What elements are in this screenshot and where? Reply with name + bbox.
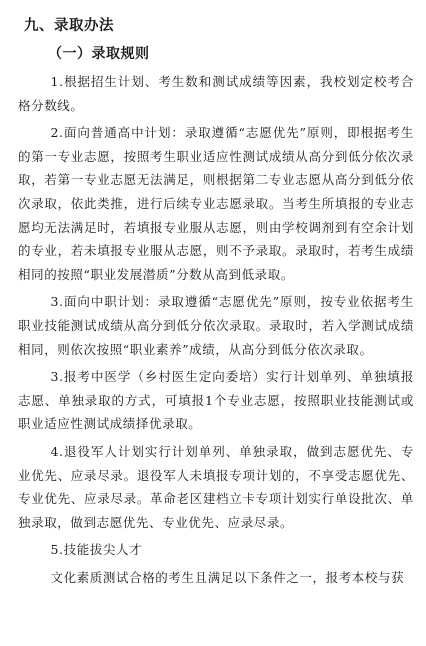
subsection-heading: （一）录取规则 (48, 46, 150, 62)
paragraph-chinese-medicine: 3.报考中医学（乡村医生定向委培）实行计划单列、单独填报志愿、单独录取的方式，可填报1个专业志愿，按照职业技能测试或职业适应性测试成绩择优录取。 (18, 369, 414, 432)
paragraph-skill-talent-heading: 5.技能拔尖人才 (50, 542, 143, 558)
paragraph-vocational-school: 3.面向中职计划：录取遵循“志愿优先”原则，按专业依据考生职业技能测试成绩从高分到低分依次录取。录取时，若入学测试成绩相同，则依次按照“职业素养”成绩，从高分到低分依次录取。 (18, 294, 414, 357)
paragraph-veterans: 4.退役军人计划实行计划单列、单独录取，做到志愿优先、专业优先、应录尽录。退役军人未填报专项计划的，不享受志愿优先、专业优先、应录尽录。革命老区建档立卡专项计划实行单设批次、单独录取，做到志愿优先、专业优先、应录尽录。 (18, 443, 414, 530)
paragraph-general-high-school: 2.面向普通高中计划：录取遵循“志愿优先”原则，即根据考生的第一专业志愿，按照考生职业适应性测试成绩从高分到低分依次录取，若第一专业志愿无法满足，则根据第二专业志愿从高分到低分依次录取，依此类推，进行后续专业志愿录取。当考生所填报的专业志愿均无法满足时，若填报专业服从志愿，则由学校调剂到有空余计划的专业，若未填报专业服从志愿，则不予录取。录取时，若考生成绩相同的按照“职业发展潜质”分数从高到低录取。 (18, 125, 414, 282)
section-heading: 九、录取办法 (24, 18, 114, 34)
paragraph-cutoff-rule: 1.根据招生计划、考生数和测试成绩等因素，我校划定校考合格分数线。 (18, 74, 414, 113)
paragraph-skill-talent-conditions: 文化素质测试合格的考生且满足以下条件之一，报考本校与获 (50, 569, 405, 585)
